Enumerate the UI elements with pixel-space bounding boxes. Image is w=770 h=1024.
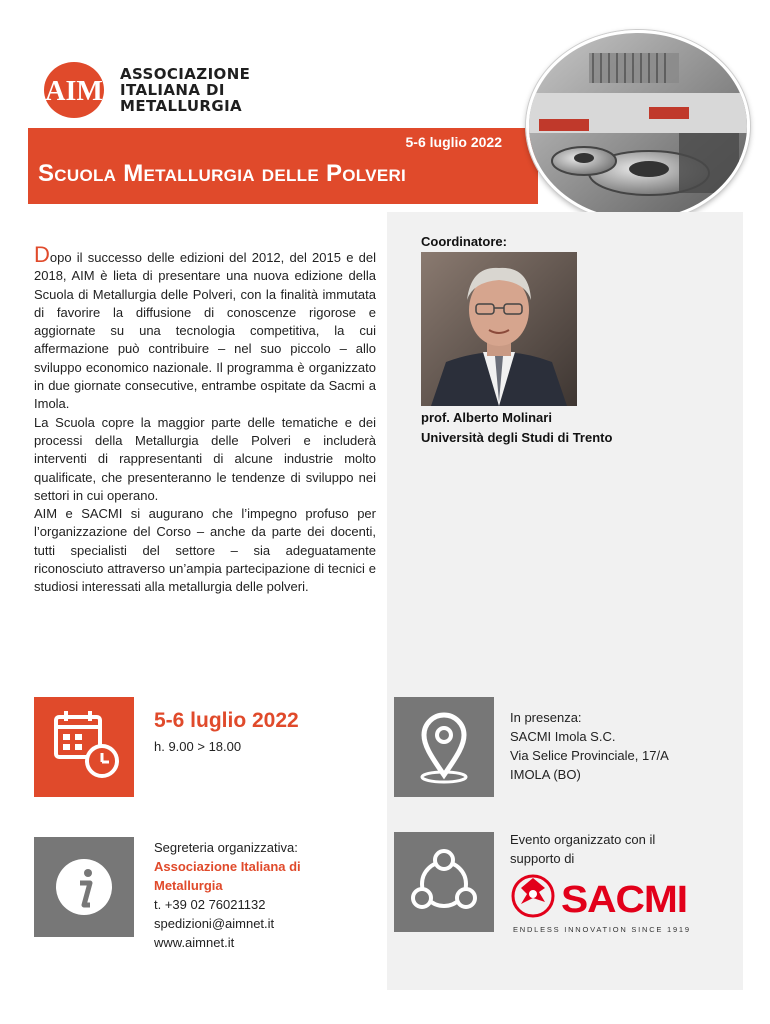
secretariat-info [154,838,301,952]
support-info [510,830,655,868]
sacmi-tagline: ENDLESS INNOVATION SINCE 1919 [513,925,689,934]
org-name-line-1: ASSOCIAZIONE [120,65,251,83]
venue-line-1: In presenza: [510,710,582,725]
sacmi-logo [511,868,691,938]
title-banner [28,128,538,204]
banner-date: 5-6 luglio 2022 [405,134,502,150]
coordinator-university: Università degli Studi di Trento [421,430,613,445]
secretariat-label: Segreteria organizzativa: [154,840,298,855]
event-hours: h. 9.00 > 18.00 [154,739,242,754]
intro-text [34,242,376,597]
aim-logo [42,60,106,120]
venue-line-2: SACMI Imola S.C. [510,729,616,744]
intro-paragraph-3: AIM e SACMI si augurano che l’impegno profuso per l’organizzazione del Corso – anche da parte dei docenti, tutti specialisti del settore – sia adeguatamente riconosciuto attraverso un’ampia partecipazione di tecnici e studiosi interessati alla metallurgia delle polveri. [34,506,376,595]
support-line-1: Evento organizzato con il [510,832,656,847]
org-name-line-2: ITALIANA DI [120,81,225,99]
secretariat-org-line-1: Associazione Italiana di [154,859,301,874]
page-title: Scuola Metallurgia delle Polveri [38,160,407,187]
gears-photo [526,30,750,222]
secretariat-phone: t. +39 02 76021132 [154,897,266,912]
coordinator-label: Coordinatore: [421,234,507,249]
secretariat-email[interactable]: spedizioni@aimnet.it [154,916,275,931]
org-name-line-3: METALLURGIA [120,97,243,115]
support-line-2: supporto di [510,851,575,866]
event-date: 5-6 luglio 2022 [154,709,299,732]
venue-info [510,708,669,784]
sacmi-emblem-icon [513,876,553,916]
info-icon [34,837,134,937]
dropcap: D [34,242,50,267]
sacmi-wordmark: SACMI [561,879,687,921]
network-share-icon [394,832,494,932]
coordinator-name: prof. Alberto Molinari [421,410,552,425]
intro-paragraph-1-text: opo il successo delle edizioni del 2012, del 2015 e del 2018, AIM è lieta di presentare una nuova edizione della Scuola di Metallurgia delle Polveri, con la finalità immutata di favorire la diffusione di conoscenze rigorose e aggiornate su una tecnologia competitiva, la cui affermazione può contribuire – nel suo piccolo – allo sviluppo economico nazionale. Il programma è organizzato in due giornate consecutive, entrambe ospitate da Sacmi a Imola. [34,250,376,412]
calendar-clock-icon [34,697,134,797]
intro-paragraph-2: La Scuola copre la maggior parte delle tematiche e dei processi della Metallurgia delle Polveri e includerà interventi di rappresentanti di alcune industrie molto qualificate, che presenteranno le tendenze di sviluppo nei settori in cui operano. [34,414,376,503]
org-name [120,66,250,114]
aim-logo-mark: AIM [45,76,103,107]
secretariat-website[interactable]: www.aimnet.it [154,935,235,950]
intro-paragraph-1 [34,242,376,414]
venue-line-3: Via Selice Provinciale, 17/A [510,748,669,763]
secretariat-org-line-2: Metallurgia [154,878,223,893]
coordinator-portrait [421,252,577,406]
venue-line-4: IMOLA (BO) [510,767,581,782]
location-pin-icon [394,697,494,797]
